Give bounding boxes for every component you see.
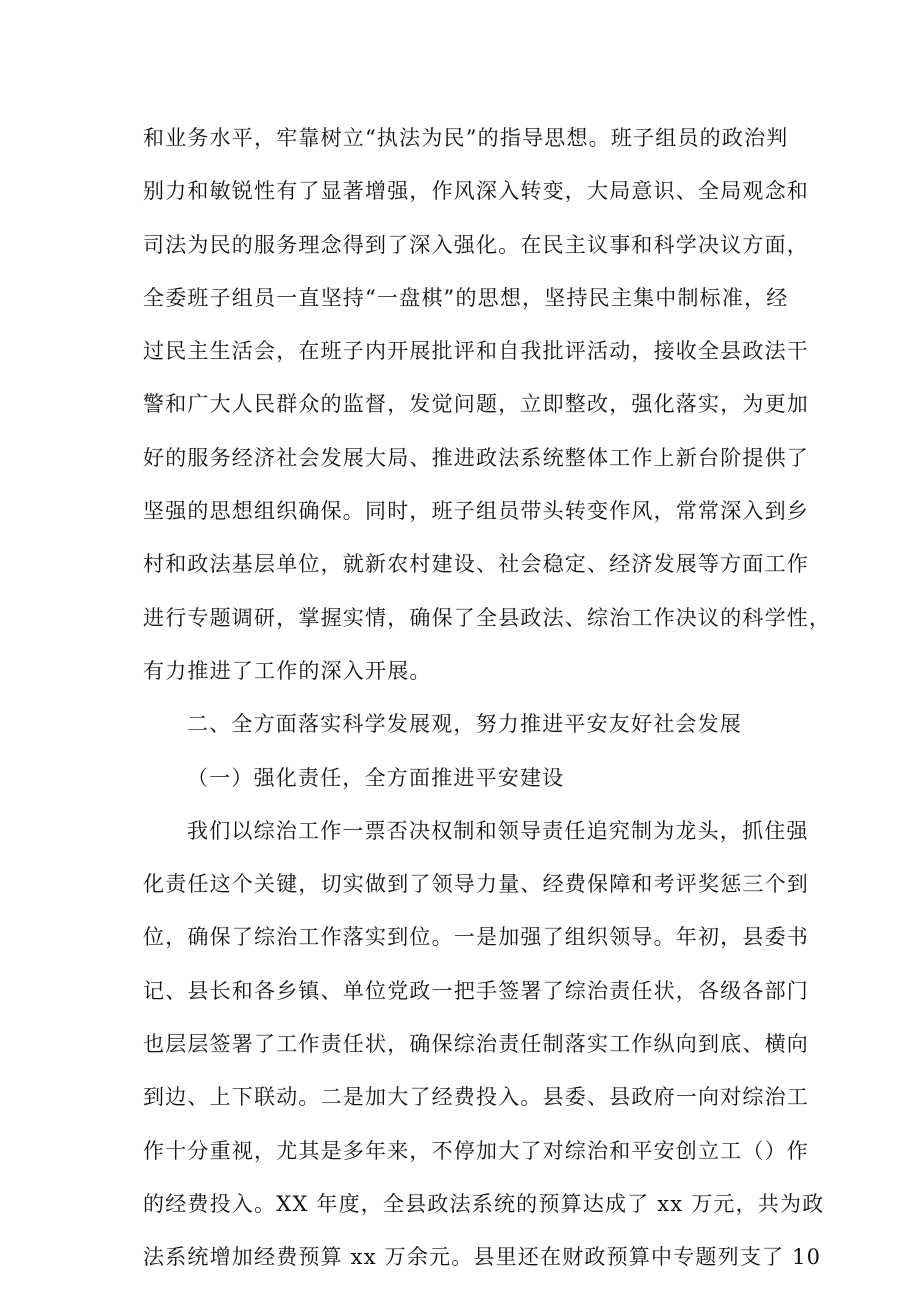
body-line: 过民主生活会，在班子内开展批评和自我批评活动，接收全县政法干 xyxy=(143,339,809,364)
body-line: 我们以综治工作一票否决权制和领导责任追究制为龙头，抓住强 xyxy=(187,818,809,843)
body-line: 和业务水平，牢靠树立“执法为民”的指导思想。班子组员的政治判 xyxy=(143,126,789,150)
body-line: 法系统增加经费预算 xx 万余元。县里还在财政预算中专题列支了 10 xyxy=(143,1245,822,1270)
body-line: 全委班子组员一直坚持“一盘棋”的思想，坚持民主集中制标准，经 xyxy=(143,285,789,310)
section-heading: 二、全方面落实科学发展观，努力推进平安友好社会发展 xyxy=(187,712,742,737)
body-line: 坚强的思想组织确保。同时，班子组员带头转变作风，常常深入到乡 xyxy=(143,499,809,524)
body-line: 警和广大人民群众的监督，发觉问题，立即整改，强化落实，为更加 xyxy=(143,392,809,417)
body-line: 进行专题调研，掌握实情，确保了全县政法、综治工作决议的科学性， xyxy=(143,605,832,630)
body-line: 位，确保了综治工作落实到位。一是加强了组织领导。年初，县委书 xyxy=(143,925,809,950)
body-line: 的经费投入。XX 年度，全县政法系统的预算达成了 xx 万元，共为政 xyxy=(143,1191,825,1216)
subsection-heading: （一）强化责任，全方面推进平安建设 xyxy=(187,765,565,790)
body-line: 村和政法基层单位，就新农村建设、社会稳定、经济发展等方面工作 xyxy=(143,552,809,577)
body-line: 也层层签署了工作责任状，确保综治责任制落实工作纵向到底、横向 xyxy=(143,1032,809,1057)
document-body xyxy=(143,118,832,1291)
body-line: 记、县长和各乡镇、单位党政一把手签署了综治责任状，各级各部门 xyxy=(143,978,809,1003)
body-line: 到边、上下联动。二是加大了经费投入。县委、县政府一向对综治工 xyxy=(143,1085,809,1110)
body-line: 别力和敏锐性有了显著增强，作风深入转变，大局意识、全局观念和 xyxy=(143,179,809,204)
body-line: 司法为民的服务理念得到了深入强化。在民主议事和科学决议方面， xyxy=(143,232,809,257)
body-line: 有力推进了工作的深入开展。 xyxy=(143,658,432,683)
body-line: 作十分重视，尤其是多年来，不停加大了对综治和平安创立工（）作 xyxy=(143,1138,809,1163)
body-line: 化责任这个关键，切实做到了领导力量、经费保障和考评奖惩三个到 xyxy=(143,872,809,897)
body-line: 好的服务经济社会发展大局、推进政法系统整体工作上新台阶提供了 xyxy=(143,445,809,470)
